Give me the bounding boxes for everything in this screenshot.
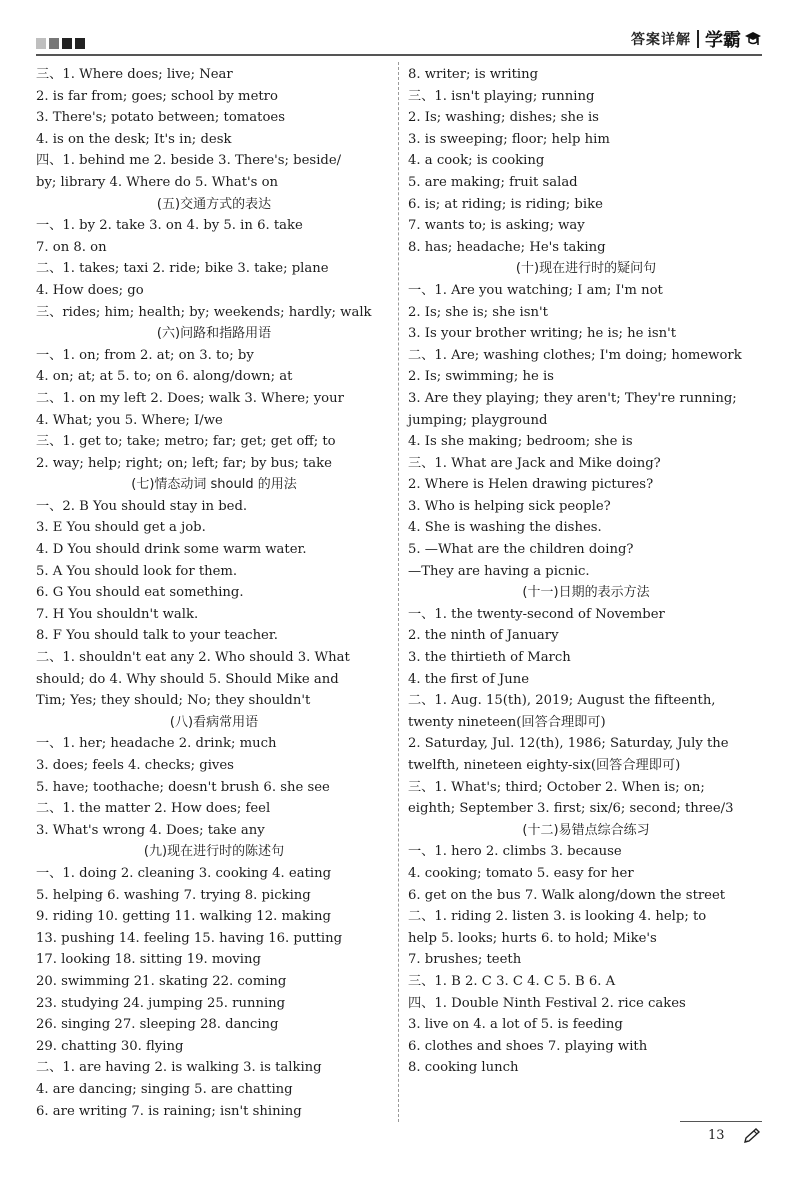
answer-line: help 5. looks; hurts 6. to hold; Mike's <box>408 930 657 946</box>
mortarboard-icon <box>744 29 762 49</box>
answer-line: 6. is; at riding; is riding; bike <box>408 196 603 212</box>
section-heading: (八)看病常用语 <box>169 714 259 730</box>
answer-line: 6. G You should eat something. <box>36 585 244 601</box>
answer-line: 二、1. are having 2. is walking 3. is talking <box>36 1060 322 1076</box>
answer-line: 3. does; feels 4. checks; gives <box>36 758 234 773</box>
answer-line: 5. helping 6. washing 7. trying 8. picking <box>36 887 311 903</box>
answer-line: 三、1. Where does; live; Near <box>36 67 233 82</box>
answer-line: 二、1. Aug. 15(th), 2019; August the fifteenth, <box>408 693 716 709</box>
answer-line: 13. pushing 14. feeling 15. having 16. putting <box>36 930 343 946</box>
left-column <box>36 64 392 1122</box>
answer-line: 9. riding 10. getting 11. walking 12. making <box>36 909 331 925</box>
answer-line: 二、1. takes; taxi 2. ride; bike 3. take; plane <box>36 261 329 277</box>
answer-line: 三、1. get to; take; metro; far; get; get off; to <box>36 434 336 450</box>
answer-line: 5. —What are the children doing? <box>408 542 634 558</box>
answer-line: 3. E You should get a job. <box>36 520 206 536</box>
section-heading: (十一)日期的表示方法 <box>522 585 650 601</box>
answer-line: 4. cooking; tomato 5. easy for her <box>408 865 634 881</box>
answer-line: 7. brushes; teeth <box>408 952 522 968</box>
section-heading: (十二)易错点综合练习 <box>522 822 650 838</box>
answer-line: 二、1. riding 2. listen 3. is looking 4. help; to <box>408 909 707 925</box>
answer-line: 二、1. Are; washing clothes; I'm doing; homework <box>408 347 742 363</box>
answer-label: 答案详解 <box>631 32 691 48</box>
answer-line: 3. live on 4. a lot of 5. is feeding <box>408 1017 623 1033</box>
answer-line: by; library 4. Where do 5. What's on <box>36 174 279 190</box>
answer-line: 2. Is; she is; she isn't <box>408 304 548 320</box>
answer-line: 一、1. the twenty-second of November <box>408 606 665 622</box>
answer-line: 5. A You should look for them. <box>36 563 238 579</box>
answer-line: 一、1. hero 2. climbs 3. because <box>408 844 622 860</box>
section-heading: (六)问路和指路用语 <box>156 326 272 342</box>
answer-line: 三、1. isn't playing; running <box>408 88 595 104</box>
answer-line: 5. are making; fruit salad <box>408 174 578 190</box>
answer-line: 8. writer; is writing <box>408 67 539 82</box>
answer-line: 3. There's; potato between; tomatoes <box>36 110 285 126</box>
answer-line: 一、1. doing 2. cleaning 3. cooking 4. eating <box>36 865 332 881</box>
answer-line: 6. are writing 7. is raining; isn't shining <box>36 1103 302 1119</box>
answer-line: 三、rides; him; health; by; weekends; hardly; walk <box>36 304 372 320</box>
answer-line: 2. Saturday, Jul. 12(th), 1986; Saturday, July the <box>408 736 729 752</box>
answer-line: 3. What's wrong 4. Does; take any <box>36 822 265 838</box>
answer-line: 3. Are they playing; they aren't; They're running; <box>408 390 737 406</box>
answer-line: 二、1. the matter 2. How does; feel <box>36 801 271 817</box>
answer-line: 2. Is; washing; dishes; she is <box>408 110 599 126</box>
pencil-icon <box>742 1127 762 1145</box>
answer-line: —They are having a picnic. <box>408 563 590 579</box>
answer-line: 2. the ninth of January <box>408 628 559 644</box>
answer-line: twelfth, nineteen eighty-six(回答合理即可) <box>408 758 681 773</box>
answer-line: 3. Is your brother writing; he is; he isn't <box>408 326 676 342</box>
answer-line: 四、1. Double Ninth Festival 2. rice cakes <box>408 995 686 1011</box>
right-column <box>408 64 764 1079</box>
header-brand <box>631 26 762 52</box>
answer-line: 一、2. B You should stay in bed. <box>36 498 248 514</box>
answer-line: 4. Is she making; bedroom; she is <box>408 434 633 450</box>
answer-line: 4. is on the desk; It's in; desk <box>36 131 232 147</box>
answer-line: 8. has; headache; He's taking <box>408 239 606 255</box>
answer-line: 3. Who is helping sick people? <box>408 498 611 514</box>
answer-line: 4. How does; go <box>36 282 144 298</box>
footer-rule <box>680 1121 762 1122</box>
answer-line: 20. swimming 21. skating 22. coming <box>36 973 287 989</box>
answer-line: Tim; Yes; they should; No; they shouldn't <box>36 693 311 709</box>
answer-line: 三、1. What are Jack and Mike doing? <box>408 455 661 471</box>
answer-line: 3. is sweeping; floor; help him <box>408 131 610 147</box>
column-divider <box>398 62 399 1122</box>
section-heading: (七)情态动词 should 的用法 <box>131 477 297 493</box>
answer-line: 5. have; toothache; doesn't brush 6. she see <box>36 779 330 795</box>
section-heading: (十)现在进行时的疑问句 <box>515 261 657 277</box>
answer-line: 7. wants to; is asking; way <box>408 218 585 234</box>
answer-line: 三、1. What's; third; October 2. When is; on; <box>408 779 705 795</box>
answer-line: twenty nineteen(回答合理即可) <box>408 714 606 730</box>
answer-line: 一、1. on; from 2. at; on 3. to; by <box>36 347 254 363</box>
answer-line: should; do 4. Why should 5. Should Mike and <box>36 671 339 687</box>
page-number: 13 <box>708 1128 725 1143</box>
answer-line: 6. clothes and shoes 7. playing with <box>408 1038 648 1054</box>
answer-line: 8. F You should talk to your teacher. <box>36 628 278 644</box>
section-heading: (五)交通方式的表达 <box>156 196 272 212</box>
answer-line: 29. chatting 30. flying <box>36 1038 184 1054</box>
answer-line: 8. cooking lunch <box>408 1060 519 1076</box>
brand-name: 学霸 <box>705 30 741 51</box>
answer-line: 6. get on the bus 7. Walk along/down the street <box>408 887 726 903</box>
answer-line: 23. studying 24. jumping 25. running <box>36 995 286 1011</box>
answer-line: 2. is far from; goes; school by metro <box>36 88 278 104</box>
answer-line: 4. What; you 5. Where; I/we <box>36 412 223 428</box>
section-heading: (九)现在进行时的陈述句 <box>143 844 285 860</box>
answer-line: 2. Where is Helen drawing pictures? <box>408 477 654 493</box>
header-rule <box>36 54 762 56</box>
answer-line: 7. H You shouldn't walk. <box>36 606 199 622</box>
answer-line: 2. Is; swimming; he is <box>408 369 554 385</box>
answer-line: 二、1. shouldn't eat any 2. Who should 3. What <box>36 650 350 666</box>
answer-line: 三、1. B 2. C 3. C 4. C 5. B 6. A <box>408 973 616 989</box>
answer-line: 一、1. Are you watching; I am; I'm not <box>408 282 663 298</box>
answer-line: 4. a cook; is cooking <box>408 153 545 169</box>
answer-line: 26. singing 27. sleeping 28. dancing <box>36 1017 279 1033</box>
answer-line: 4. the first of June <box>408 671 530 687</box>
answer-line: 二、1. on my left 2. Does; walk 3. Where; your <box>36 390 344 406</box>
answer-line: 一、1. by 2. take 3. on 4. by 5. in 6. take <box>36 218 303 234</box>
answer-line: 四、1. behind me 2. beside 3. There's; beside/ <box>36 153 342 169</box>
answer-line: 7. on 8. on <box>36 239 107 255</box>
answer-line: 4. She is washing the dishes. <box>408 520 602 536</box>
answer-line: jumping; playground <box>408 412 548 428</box>
header-decoration <box>36 38 85 49</box>
header-separator <box>697 30 699 48</box>
answer-line: 3. the thirtieth of March <box>408 650 571 666</box>
answer-line: 4. on; at; at 5. to; on 6. along/down; at <box>36 369 293 385</box>
answer-line: 4. D You should drink some warm water. <box>36 542 307 558</box>
answer-line: 一、1. her; headache 2. drink; much <box>36 736 277 752</box>
answer-line: eighth; September 3. first; six/6; second; three/3 <box>408 801 734 817</box>
answer-line: 4. are dancing; singing 5. are chatting <box>36 1081 293 1097</box>
answer-line: 17. looking 18. sitting 19. moving <box>36 952 261 968</box>
answer-line: 2. way; help; right; on; left; far; by bus; take <box>36 455 332 471</box>
